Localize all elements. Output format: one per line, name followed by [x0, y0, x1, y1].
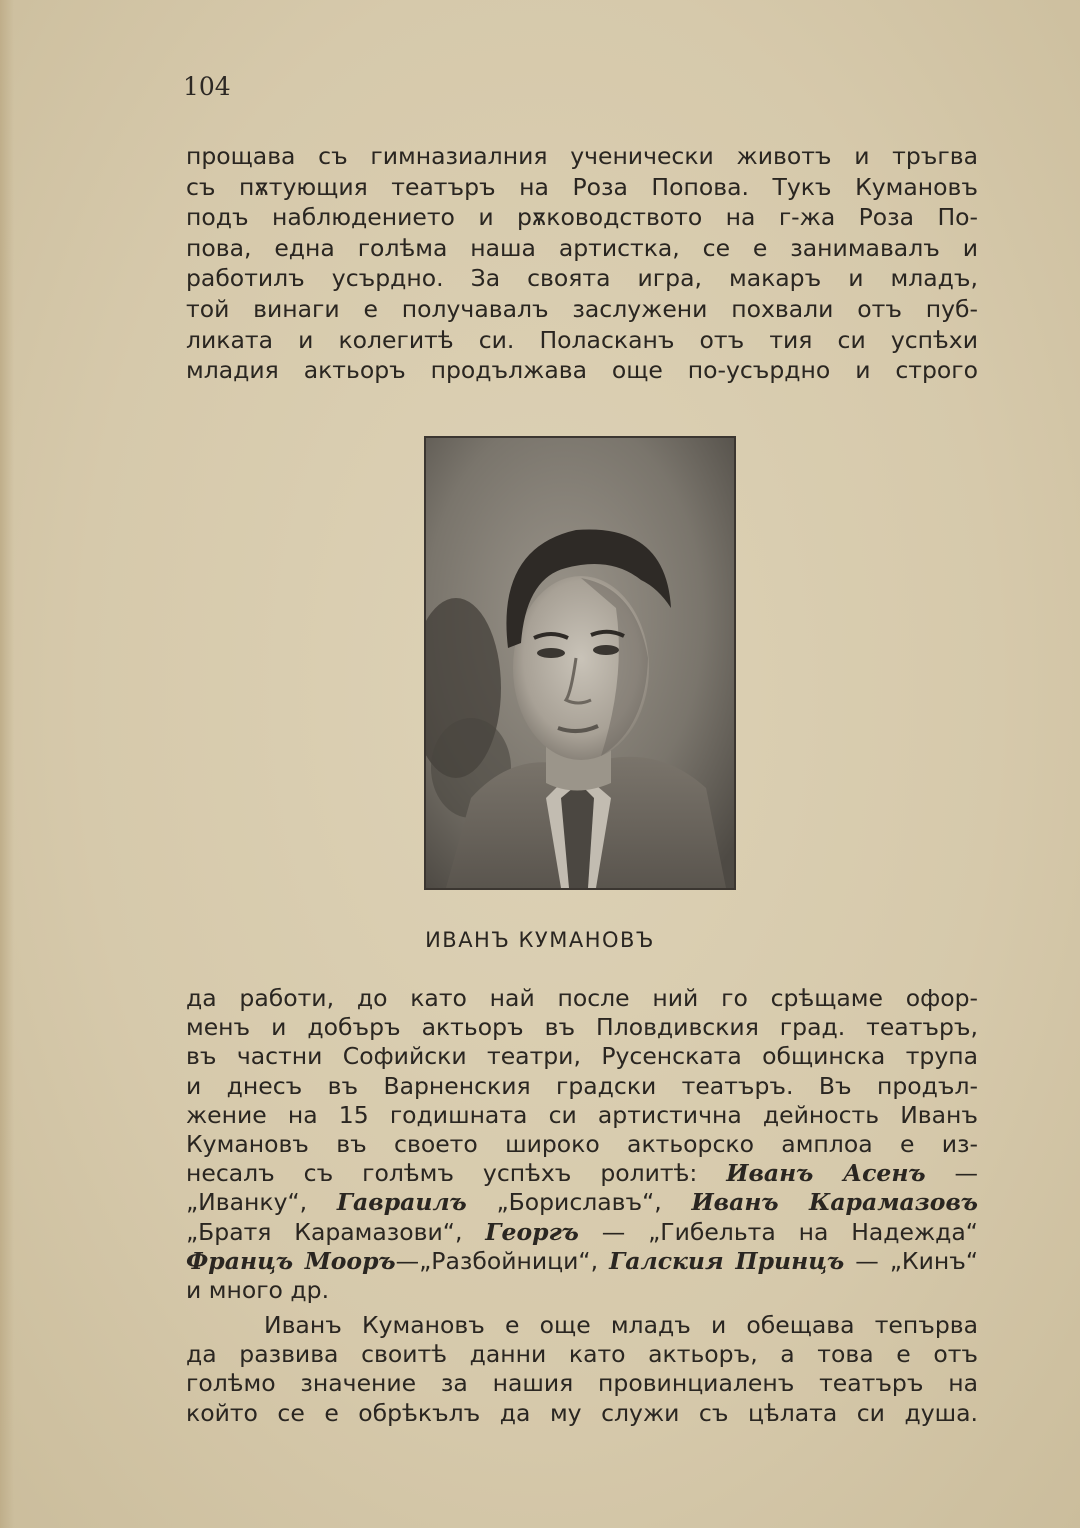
play-title: „Иванку“, [186, 1188, 308, 1217]
play-title: „Бориславъ“, [496, 1188, 662, 1217]
play-title: „Кинъ“ [889, 1246, 978, 1275]
separator: — [925, 1159, 978, 1188]
text-line: и много др. [186, 1275, 330, 1304]
separator: — [578, 1217, 649, 1246]
text-line: Иванъ Кумановъ е още младъ и обещава тепърва [264, 1311, 978, 1339]
text-line: подъ наблюдението и рѫководството на г-жа Роза По- [186, 203, 978, 232]
portrait-image [426, 438, 734, 888]
role-name: Францъ Мооръ [186, 1246, 396, 1275]
roles-line-3 [186, 1218, 978, 1247]
text-line: да развива своитѣ данни като актьоръ, а това е отъ [186, 1340, 978, 1369]
text-line: той винаги е получавалъ заслужени похвали отъ пуб- [186, 294, 978, 323]
text-line: да работи, до като най после ний го срѣщаме офор- [186, 984, 978, 1012]
text-line: голѣмо значение за нашия провинциаленъ театъръ на [186, 1369, 978, 1398]
portrait-photo [424, 436, 736, 890]
text-line: пова, една голѣма наша артистка, се е занимавалъ и [186, 233, 978, 262]
text-line: съ пѫтующия театъръ на Роза Попова. Тукъ Кумановъ [186, 172, 978, 201]
text-line: младия актьоръ продължава още по-усърдно и строго [186, 356, 978, 385]
play-title: „Разбойници“, [419, 1246, 599, 1275]
text-line: който се е обрѣкълъ да му служи съ цѣлата си душа. [186, 1398, 978, 1427]
text-line: жение на 15 годишната си артистична дейность Иванъ [186, 1100, 978, 1129]
text-segment: несалъ съ голѣмъ успѣхъ ролитѣ: [186, 1159, 698, 1188]
spine-shadow [0, 0, 14, 1528]
role-name: Иванъ Карамазовъ [691, 1188, 978, 1217]
text-line: работилъ усърдно. За своята игра, макаръ и младъ, [186, 264, 978, 293]
text-line: прощава съ гимназиалния ученически животъ и тръгва [186, 142, 978, 170]
play-title: „Братя Карамазови“, [186, 1217, 463, 1246]
paragraph-bottom [186, 1311, 978, 1428]
text-line: менъ и добъръ актьоръ въ Пловдивския град. театъръ, [186, 1013, 978, 1042]
page-number: 104 [183, 72, 231, 101]
paragraph-middle [186, 984, 978, 1305]
roles-line-4 [186, 1247, 978, 1276]
paragraph-top [186, 141, 978, 386]
text-line: и днесъ въ Варненския градски театъръ. Въ продъл- [186, 1071, 978, 1100]
role-name: Георгъ [485, 1217, 579, 1246]
photo-caption: ИВАНЪ КУМАНОВЪ [425, 928, 655, 952]
text-line: Кумановъ въ своето широко актьорско амплоа е из- [186, 1129, 978, 1158]
separator: — [844, 1246, 890, 1275]
role-name: Гавраилъ [336, 1188, 467, 1217]
roles-line-2 [186, 1188, 978, 1217]
role-name: Иванъ Асенъ [726, 1159, 926, 1188]
text-line: въ частни Софийски театри, Русенската общинска трупа [186, 1042, 978, 1071]
play-title: „Гибельта на Надежда“ [648, 1217, 978, 1246]
role-name: Галския Принцъ [609, 1246, 845, 1275]
separator: — [395, 1246, 420, 1275]
roles-line-1 [186, 1159, 978, 1188]
text-line: ликата и колегитѣ си. Поласканъ отъ тия си успѣхи [186, 325, 978, 354]
